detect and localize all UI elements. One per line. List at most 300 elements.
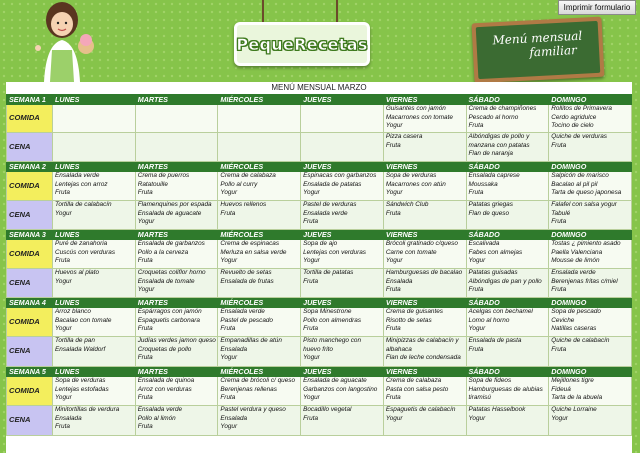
meal-cell[interactable] — [301, 337, 384, 367]
dish-item: Sándwich Club — [385, 201, 429, 208]
print-form-button[interactable]: Imprimir formulario — [558, 0, 636, 15]
dish-item: Tostas ¿ pimiento asado — [551, 240, 621, 247]
dish-item: Acelgas con bechamel — [468, 308, 533, 315]
day-header: LUNES — [53, 95, 136, 105]
comida-label: COMIDA — [7, 105, 53, 133]
dish-item: Falafel con salsa yogur — [551, 201, 617, 208]
dish-item: Fruta — [551, 218, 567, 226]
dish-item: Albóndigas de pollo y — [468, 133, 530, 140]
week-header-row — [7, 230, 632, 240]
dish-item: Moussaka — [468, 180, 498, 188]
meal-cell[interactable] — [301, 240, 384, 269]
day-header: DOMINGO — [549, 367, 632, 377]
dish-item: Merluza en salsa verde — [220, 248, 287, 256]
day-header: DOMINGO — [549, 298, 632, 308]
meal-cell[interactable] — [549, 133, 632, 162]
dish-item: Crema de puerros — [137, 172, 190, 179]
meal-cell[interactable] — [383, 172, 466, 201]
dish-item: Yogur — [303, 394, 320, 402]
dish-item: Ensalada caprese — [468, 172, 520, 179]
dish-item: Pizza casera — [385, 133, 423, 140]
dish-item: Yogur — [303, 354, 320, 362]
comida-row — [7, 105, 632, 133]
dish-item: Yogur — [551, 414, 568, 422]
cena-row — [7, 269, 632, 298]
dish-item: Patatas guisadas — [468, 269, 518, 276]
dish-item: Fruta — [385, 325, 401, 333]
dish-item: Ceviche — [551, 316, 575, 324]
day-header: VIERNES — [383, 230, 466, 240]
dish-item: Yogur — [55, 325, 72, 333]
meal-cell[interactable] — [135, 406, 218, 436]
dish-item: Fruta — [303, 218, 319, 226]
dish-item: Sopa de ajo — [303, 240, 338, 247]
day-header: MIÉRCOLES — [218, 230, 301, 240]
cena-label: CENA — [7, 201, 53, 230]
dish-item: Fruta — [551, 141, 567, 149]
dish-item: Sopa de pescado — [551, 308, 601, 315]
dish-item: Fruta — [55, 257, 70, 265]
dish-item: Ensalada — [385, 277, 413, 285]
meal-cell[interactable] — [549, 201, 632, 230]
meal-cell[interactable] — [135, 240, 218, 269]
dish-item: Rollitos de Primavera — [551, 105, 612, 112]
dish-item: Bacalao al pil pil — [551, 180, 598, 188]
meal-cell[interactable] — [383, 105, 466, 133]
dish-item: Sopa Minestrone — [303, 308, 352, 315]
meal-cell[interactable] — [53, 105, 136, 133]
dish-item: Flamenquines por espada — [137, 201, 212, 208]
meal-cell[interactable] — [135, 172, 218, 201]
meal-cell[interactable] — [135, 133, 218, 162]
dish-item: Tarta de la abuela — [551, 394, 603, 402]
meal-cell[interactable] — [53, 240, 136, 269]
meal-cell[interactable] — [466, 337, 549, 367]
day-header: SÁBADO — [466, 95, 549, 105]
dish-item: Risotto de setas — [385, 316, 432, 324]
meal-cell[interactable] — [466, 133, 549, 162]
dish-item: Ensalada Waldorf — [55, 345, 106, 353]
dish-item: Fruta — [220, 394, 236, 402]
dish-item: Ensalada verde — [220, 308, 265, 315]
dish-item: Judías verdes jamon queso — [137, 337, 216, 344]
dish-item: Fideuá — [551, 385, 571, 393]
dish-item: Fruta — [468, 345, 484, 353]
dish-item: Hamburguesas de bacalao — [385, 269, 463, 276]
meal-cell[interactable] — [466, 105, 549, 133]
menu-title: MENÚ MENSUAL MARZO — [271, 83, 367, 92]
day-header: SÁBADO — [466, 230, 549, 240]
meal-cell[interactable] — [549, 172, 632, 201]
week-label: SEMANA 5 — [7, 367, 53, 377]
dish-item: Pastel de verduras — [303, 201, 357, 208]
day-header: VIERNES — [383, 367, 466, 377]
dish-item: tiramisú — [468, 394, 491, 402]
dish-item: Cuscús con verduras — [55, 248, 116, 256]
meal-cell[interactable] — [466, 172, 549, 201]
meal-cell[interactable] — [466, 308, 549, 337]
dish-item: Yogur — [468, 414, 486, 422]
dish-item: Yogur — [385, 122, 403, 130]
dish-item: Arroz blanco — [55, 308, 91, 315]
dish-item: Huevos al plato — [55, 269, 100, 276]
comida-label: COMIDA — [7, 240, 53, 269]
cena-label: CENA — [7, 269, 53, 298]
dish-item: Quiche Lorraine — [551, 406, 597, 413]
meal-cell[interactable] — [549, 105, 632, 133]
cena-row — [7, 406, 632, 436]
meal-cell[interactable] — [549, 240, 632, 269]
dish-item: Carne con tomate — [385, 248, 437, 256]
week-header-row — [7, 95, 632, 105]
meal-cell[interactable] — [549, 337, 632, 367]
dish-item: manzana con patatas — [468, 141, 530, 149]
dish-item: Pastel verdura y queso — [220, 406, 286, 413]
day-header: SÁBADO — [466, 298, 549, 308]
day-header: JUEVES — [301, 298, 384, 308]
dish-item: Ratatouille — [137, 180, 168, 188]
meal-cell[interactable] — [218, 337, 301, 367]
dish-item: Lomo al horno — [468, 316, 510, 324]
dish-item: Yogur — [137, 286, 155, 294]
dish-item: Yogur — [385, 257, 403, 265]
meal-cell[interactable] — [218, 377, 301, 406]
meal-cell[interactable] — [549, 269, 632, 298]
dish-item: Ensalada verde — [551, 269, 596, 276]
meal-cell[interactable] — [53, 308, 136, 337]
day-header: MARTES — [135, 162, 218, 172]
meal-cell[interactable] — [218, 308, 301, 337]
meal-cell[interactable] — [218, 172, 301, 201]
dish-item: huevo frito — [303, 345, 333, 353]
dish-item: Lentejas con arroz — [55, 180, 108, 188]
dish-item: Ensalada verde — [303, 209, 348, 217]
dish-item: Yogur — [55, 277, 72, 285]
dish-item: Tarta de queso japonesa — [551, 189, 622, 197]
dish-item: Lentejas con verduras — [303, 248, 366, 256]
meal-cell[interactable] — [383, 201, 466, 230]
dish-item: Pollo al limón — [137, 414, 176, 422]
meal-cell[interactable] — [383, 337, 466, 367]
dish-item: Paella Valenciana — [551, 248, 603, 256]
dish-item: Quiche de verduras — [551, 133, 607, 140]
day-header: LUNES — [53, 230, 136, 240]
dish-item: Macarrones con tomate — [385, 113, 453, 121]
dish-item: Bocadillo vegetal — [303, 406, 352, 413]
dish-item: Ensalada — [220, 414, 248, 422]
meal-cell[interactable] — [301, 201, 384, 230]
chalkboard-line-2: familiar — [529, 42, 578, 60]
dish-item: Fruta — [303, 325, 319, 333]
meal-cell[interactable] — [549, 406, 632, 436]
comida-label: COMIDA — [7, 377, 53, 406]
dish-item: Mejillones tigre — [551, 377, 594, 384]
dish-item: Crema de brócoli c/ queso — [220, 377, 296, 384]
day-header: MARTES — [135, 230, 218, 240]
meal-cell[interactable] — [53, 133, 136, 162]
dish-item: Croquetas de pollo — [137, 345, 192, 353]
dish-item: Tocino de cielo — [551, 122, 594, 130]
dish-item: Crema de calabaza — [220, 172, 276, 179]
meal-cell[interactable] — [135, 201, 218, 230]
meal-cell[interactable] — [383, 240, 466, 269]
dish-item: Minipizzas de calabacín y — [385, 337, 459, 344]
dish-item: Sopa de verduras — [385, 172, 437, 179]
dish-item: Berenjenas rellenas — [220, 385, 277, 393]
day-header: MIÉRCOLES — [218, 298, 301, 308]
dish-item: Crema de guisantes — [385, 308, 444, 315]
day-header: SÁBADO — [466, 367, 549, 377]
day-header: MIÉRCOLES — [218, 162, 301, 172]
dish-item: Yogur — [385, 189, 403, 197]
dish-item: Fruta — [137, 354, 153, 362]
dish-item: Ensalada verde — [55, 172, 100, 179]
cena-label: CENA — [7, 406, 53, 436]
dish-item: Fruta — [303, 277, 319, 285]
day-header: MARTES — [135, 367, 218, 377]
dish-item: Revuelto de setas — [220, 269, 272, 276]
day-header: DOMINGO — [549, 95, 632, 105]
dish-item: Fruta — [468, 189, 484, 197]
meal-cell[interactable] — [135, 337, 218, 367]
dish-item: Yogur — [303, 189, 320, 197]
dish-item: Ensalada de patatas — [303, 180, 362, 188]
dish-item: Ensalada de aguacate — [137, 209, 202, 217]
menu-panel — [6, 82, 632, 453]
meal-cell[interactable] — [218, 133, 301, 162]
meal-cell[interactable] — [53, 269, 136, 298]
sign-rope-left — [262, 0, 264, 24]
dish-item: Yogur — [303, 257, 320, 265]
dish-item: Crema de espinacas — [220, 240, 280, 247]
dish-item: Ensalada — [220, 345, 248, 353]
dish-item: Ensalada de pasta — [468, 337, 522, 344]
dish-item: Espaguetis de calabacín — [385, 406, 456, 413]
dish-item: Yogur — [220, 354, 238, 362]
dish-item: Yogur — [220, 189, 238, 197]
dish-item: Sopa de fideos — [468, 377, 512, 384]
dish-item: Macarrones con atún — [385, 180, 446, 188]
chef-girl-illustration — [22, 0, 102, 82]
dish-item: Patatas griegas — [468, 201, 513, 208]
day-header: LUNES — [53, 367, 136, 377]
meal-cell[interactable] — [218, 406, 301, 436]
meal-cell[interactable] — [135, 105, 218, 133]
dish-item: Yogur — [385, 414, 403, 422]
comida-label: COMIDA — [7, 172, 53, 201]
meal-cell[interactable] — [135, 377, 218, 406]
dish-item: Fruta — [385, 141, 401, 149]
meal-cell[interactable] — [53, 337, 136, 367]
dish-item: Tortilla de calabacín — [55, 201, 112, 208]
dish-item: Fruta — [137, 394, 153, 402]
dish-item: Hamburguesas de alubias — [468, 385, 543, 393]
meal-cell[interactable] — [301, 406, 384, 436]
comida-label: COMIDA — [7, 308, 53, 337]
meal-cell[interactable] — [466, 377, 549, 406]
cena-label: CENA — [7, 337, 53, 367]
pequerecetas-logo[interactable]: PequeRecetas — [234, 22, 370, 66]
dish-item: Fruta — [551, 286, 567, 294]
chalkboard-sign — [472, 17, 605, 84]
day-header: DOMINGO — [549, 162, 632, 172]
dish-item: Crema de champiñones — [468, 105, 537, 112]
dish-item: Croquetas coliflor horno — [137, 269, 206, 276]
comida-row — [7, 377, 632, 406]
dish-item: Tortilla de pan — [55, 337, 95, 344]
dish-item: Pisto manchego con — [303, 337, 362, 344]
cena-row — [7, 201, 632, 230]
meal-cell[interactable] — [549, 308, 632, 337]
dish-item: Fruta — [137, 423, 153, 431]
week-header-row — [7, 367, 632, 377]
dish-item: Yogur — [220, 423, 238, 431]
meal-cell[interactable] — [301, 377, 384, 406]
week-header-row — [7, 162, 632, 172]
dish-item: albahaca — [385, 345, 412, 353]
meal-cell[interactable] — [383, 269, 466, 298]
day-header: JUEVES — [301, 162, 384, 172]
dish-item: Fruta — [303, 414, 319, 422]
dish-item: Puré de zanahoria — [55, 240, 108, 247]
meal-cell[interactable] — [466, 240, 549, 269]
meal-cell[interactable] — [218, 105, 301, 133]
dish-item: Empanadillas de atún — [220, 337, 282, 344]
meal-cell[interactable] — [53, 377, 136, 406]
day-header: VIERNES — [383, 162, 466, 172]
dish-item: Fruta — [137, 257, 153, 265]
dish-item: Yogur — [468, 257, 486, 265]
chalkboard-line-1: Menú mensual — [492, 28, 583, 48]
dish-item: Yogur — [220, 257, 238, 265]
dish-item: Natillas caseras — [551, 325, 597, 333]
dish-item: Salpicón de marisco — [551, 172, 609, 179]
dish-item: Berenjenas fritas c/miel — [551, 277, 618, 285]
dish-item: Fruta — [551, 345, 567, 353]
meal-cell[interactable] — [383, 406, 466, 436]
dish-item: Ensalada de aguacate — [303, 377, 367, 384]
dish-item: Fruta — [137, 325, 153, 333]
week-header-row — [7, 298, 632, 308]
dish-item: Albóndigas de pan y pollo — [468, 277, 542, 285]
dish-item: Yogur — [55, 209, 72, 217]
day-header: MIÉRCOLES — [218, 367, 301, 377]
menu-table — [6, 94, 632, 436]
day-header: MARTES — [135, 298, 218, 308]
day-header: VIERNES — [383, 95, 466, 105]
dish-item: Ensalada — [55, 414, 82, 422]
dish-item: Pastel de pescado — [220, 316, 273, 324]
dish-item: Tabulé — [551, 209, 571, 217]
dish-item: Huevos rellenos — [220, 201, 267, 208]
day-header: VIERNES — [383, 298, 466, 308]
dish-item: Brócoli gratinado c/queso — [385, 240, 458, 247]
cena-row — [7, 337, 632, 367]
dish-item: Fabes con almejas — [468, 248, 523, 256]
meal-cell[interactable] — [218, 240, 301, 269]
dish-item: Minitortillas de verdura — [55, 406, 120, 413]
dish-item: Pollo con almendras — [303, 316, 362, 324]
dish-item: Espinacas con garbanzos — [303, 172, 377, 179]
comida-row — [7, 240, 632, 269]
dish-item: Fruta — [468, 286, 484, 294]
meal-cell[interactable] — [53, 172, 136, 201]
week-label: SEMANA 1 — [7, 95, 53, 105]
dish-item: Ensalada de quinoa — [137, 377, 195, 384]
meal-cell[interactable] — [466, 406, 549, 436]
sign-rope-right — [336, 0, 338, 24]
day-header: LUNES — [53, 298, 136, 308]
dish-item: Fruta — [468, 122, 484, 130]
dish-item: Yogur — [55, 394, 72, 402]
dish-item: Flan de queso — [468, 209, 510, 217]
meal-cell[interactable] — [53, 406, 136, 436]
dish-item: Mousse de limón — [551, 257, 600, 265]
week-label: SEMANA 3 — [7, 230, 53, 240]
meal-cell[interactable] — [301, 308, 384, 337]
meal-cell[interactable] — [135, 308, 218, 337]
meal-cell[interactable] — [135, 269, 218, 298]
meal-cell[interactable] — [466, 269, 549, 298]
dish-item: Fruta — [55, 423, 70, 431]
dish-item: Fruta — [137, 189, 153, 197]
dish-item: Fruta — [385, 286, 401, 294]
comida-row — [7, 172, 632, 201]
dish-item: Sopa de verduras — [55, 377, 106, 384]
dish-item: Quiche de calabacín — [551, 337, 610, 344]
comida-row — [7, 308, 632, 337]
dish-item: Espárragos con jamón — [137, 308, 202, 315]
dish-item: Fruta — [55, 189, 70, 197]
meal-cell[interactable] — [383, 377, 466, 406]
dish-item: Tortilla de patatas — [303, 269, 354, 276]
dish-item: Pescado al horno — [468, 113, 519, 121]
day-header: MIÉRCOLES — [218, 95, 301, 105]
meal-cell[interactable] — [549, 377, 632, 406]
meal-cell[interactable] — [383, 308, 466, 337]
dish-item: Bacalao con tomate — [55, 316, 112, 324]
meal-cell[interactable] — [466, 201, 549, 230]
meal-cell[interactable] — [218, 269, 301, 298]
dish-item: Pollo al curry — [220, 180, 258, 188]
dish-item: Pasta con salsa pesto — [385, 385, 449, 393]
day-header: MARTES — [135, 95, 218, 105]
day-header: JUEVES — [301, 230, 384, 240]
dish-item: Arroz con verduras — [137, 385, 192, 393]
meal-cell[interactable] — [53, 201, 136, 230]
day-header: JUEVES — [301, 367, 384, 377]
meal-cell[interactable] — [218, 201, 301, 230]
dish-item: Flan de leche condensada — [385, 354, 461, 362]
meal-cell[interactable] — [301, 269, 384, 298]
dish-item: Yogur — [137, 218, 155, 226]
dish-item: Lentejas estofadas — [55, 385, 109, 393]
dish-item: Fruta — [385, 394, 401, 402]
meal-cell[interactable] — [383, 133, 466, 162]
meal-cell[interactable] — [301, 133, 384, 162]
day-header: LUNES — [53, 162, 136, 172]
day-header: JUEVES — [301, 95, 384, 105]
day-header: SÁBADO — [466, 162, 549, 172]
meal-cell[interactable] — [301, 105, 384, 133]
meal-cell[interactable] — [301, 172, 384, 201]
dish-item: Ensalada verde — [137, 406, 183, 413]
cena-row — [7, 133, 632, 162]
dish-item: Fruta — [385, 209, 401, 217]
dish-item: Crema de calabaza — [385, 377, 442, 384]
week-label: SEMANA 4 — [7, 298, 53, 308]
dish-item: Espaguetis carbonara — [137, 316, 200, 324]
